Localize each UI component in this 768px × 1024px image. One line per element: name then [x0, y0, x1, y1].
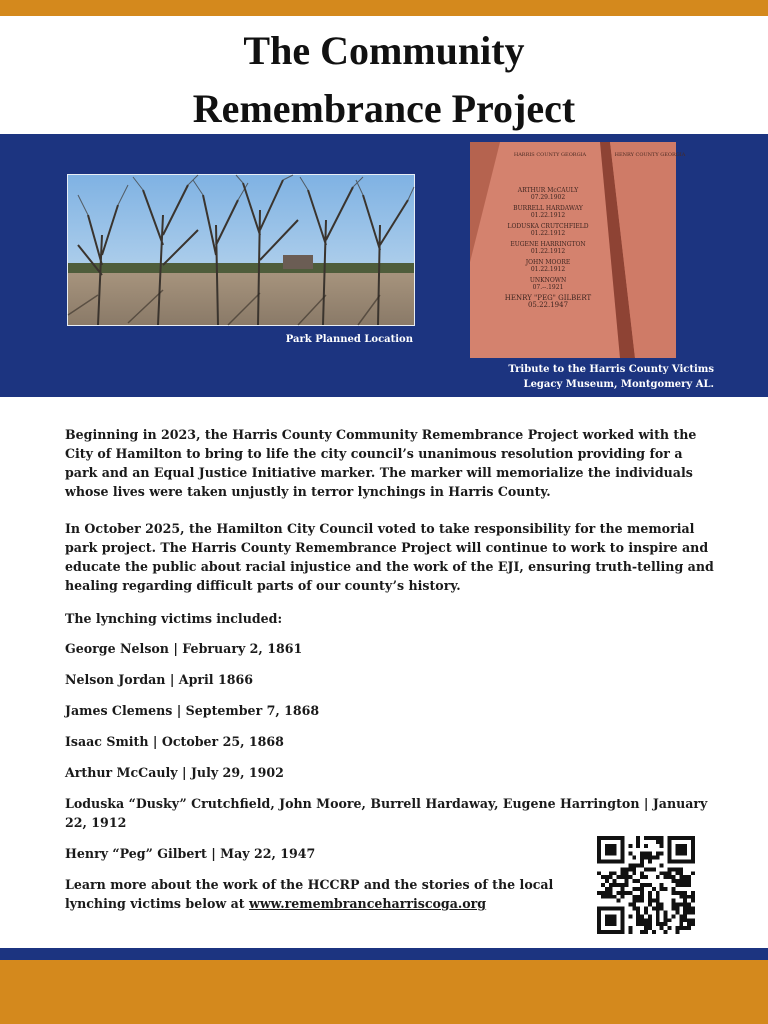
- memorial-inscription: HENRY "PEG" GILBERT: [504, 294, 592, 302]
- website-link[interactable]: www.remembranceharriscoga.org: [248, 896, 487, 911]
- memorial-caption-line-1: Tribute to the Harris County Victims: [508, 364, 714, 375]
- memorial-top-left-text: HARRIS COUNTY GEORGIA: [513, 152, 587, 158]
- title-line-2: Remembrance Project: [192, 86, 576, 131]
- memorial-top-right-text: HENRY COUNTY GEORGIA: [614, 152, 686, 158]
- memorial-inscription: BURRELL HARDAWAY: [513, 205, 583, 212]
- memorial-inscription: UNKNOWN: [529, 277, 567, 284]
- memorial-inscription: ARTHUR McCAULY: [517, 187, 579, 194]
- learn-more-text: [65, 875, 590, 913]
- memorial-inscription: 01.22.1912: [530, 266, 566, 273]
- title-line-1: The Community: [243, 28, 525, 73]
- memorial-inscription: 05.22.1947: [527, 301, 569, 309]
- qr-code-icon: [597, 835, 695, 935]
- victim-item: George Nelson | February 2, 1861: [65, 641, 303, 656]
- memorial-photo: [470, 142, 686, 358]
- victim-item: Loduska “Dusky” Crutchfield, John Moore, Burrell Hardaway, Eugene Harrington | January 22, 1912: [65, 796, 708, 830]
- top-accent-bar: [0, 0, 768, 16]
- victims-heading: The lynching victims included:: [65, 611, 283, 626]
- victim-item: Arthur McCauly | July 29, 1902: [65, 765, 284, 780]
- victim-item: Nelson Jordan | April 1866: [65, 672, 254, 687]
- victim-item: Henry “Peg” Gilbert | May 22, 1947: [65, 846, 316, 861]
- victim-item: Isaac Smith | October 25, 1868: [65, 734, 284, 749]
- memorial-inscription: 01.22.1912: [530, 248, 566, 255]
- learn-more-lead: Learn more about the work of the HCCRP and the stories of the local lynching victims below at: [65, 877, 554, 911]
- memorial-inscription: 01.22.1912: [530, 230, 566, 237]
- update-paragraph: In October 2025, the Hamilton City Council voted to take responsibility for the memorial park project. The Harris County Remembrance Project will continue to work to inspire and educate the public about racial injustice and the work of the EJI, ensuring truth-telling and healing regarding difficult parts of our county’s history.: [65, 521, 714, 593]
- page-title: [0, 22, 768, 138]
- memorial-inscription: LODUSKA CRUTCHFIELD: [507, 223, 589, 230]
- intro-paragraph: Beginning in 2023, the Harris County Community Remembrance Project worked with the City of Hamilton to bring to life the city council’s unanimous resolution providing for a park and an Equal Justice Initiative marker. The marker will memorialize the individuals whose lives were taken unjustly in terror lynchings in Harris County.: [65, 427, 697, 499]
- memorial-inscription: JOHN MOORE: [525, 259, 571, 266]
- memorial-inscription: 07.29.1902: [530, 194, 566, 201]
- memorial-inscription: 01.22.1912: [530, 212, 566, 219]
- victim-item: James Clemens | September 7, 1868: [65, 703, 320, 718]
- park-photo: [67, 174, 415, 326]
- memorial-photo-caption: [508, 362, 714, 392]
- park-photo-caption: Park Planned Location: [285, 334, 413, 345]
- memorial-inscription: 07.--.1921: [532, 284, 564, 291]
- bottom-blue-bar: [0, 948, 768, 960]
- memorial-inscription: EUGENE HARRINGTON: [510, 241, 586, 248]
- bottom-orange-bar: [0, 960, 768, 1024]
- memorial-caption-line-2: Legacy Museum, Montgomery AL.: [523, 379, 714, 390]
